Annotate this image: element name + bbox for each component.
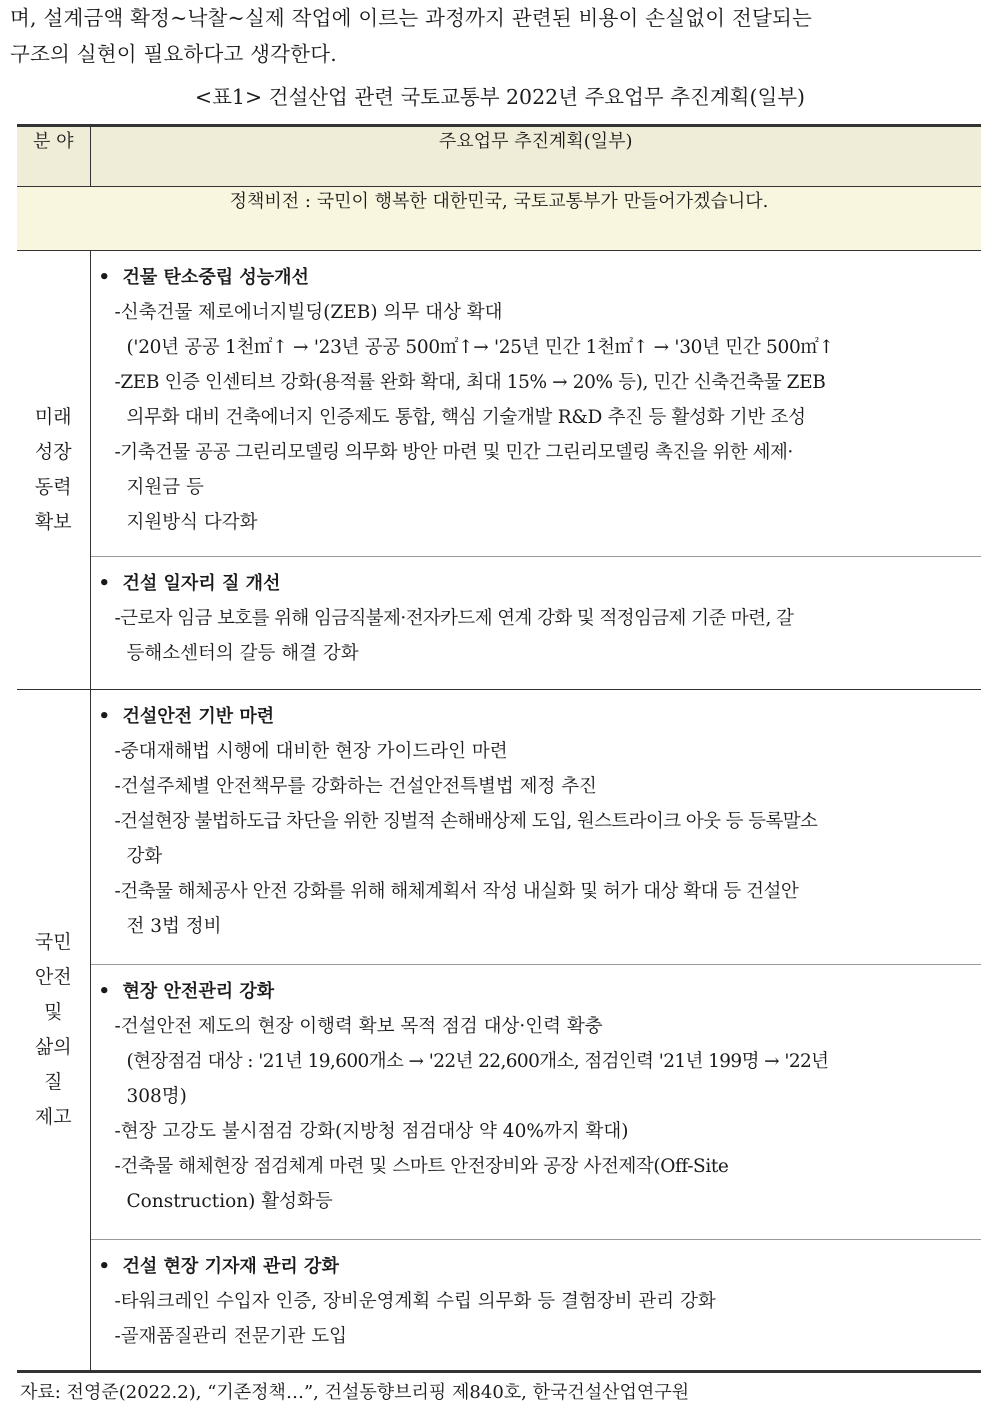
topic-line: -건축물 해체현장 점검체계 마련 및 스마트 안전장비와 공장 사전제작(Off-Site [114,1156,729,1177]
area-label: 및 [44,1001,63,1023]
topic-line: 전 3법 정비 [126,916,222,937]
table-row [17,965,981,1240]
topic-cell [90,690,981,965]
topic-line: 지원금 등 [126,477,204,498]
topic-line: -건설주체별 안전책무를 강화하는 건설안전특별법 제정 추진 [114,776,597,797]
topic-line: 지원방식 다각화 [126,512,258,533]
header-plan: 주요업무 추진계획(일부) [90,126,981,187]
topic-line: 강화 [126,846,163,867]
table-caption: <표1> 건설산업 관련 국토교통부 2022년 주요업무 추진계획(일부) [194,85,806,109]
topic-title: • 현장 안전관리 강화 [99,975,972,1009]
topic-cell [90,251,981,557]
topic-line: 의무화 대비 건축에너지 인증제도 통합, 핵심 기술개발 R&D 추진 등 활성화 기반 조성 [126,407,806,428]
table-row [17,557,981,690]
topic-title: • 건설안전 기반 마련 [99,700,972,734]
bullet-icon: • [98,267,111,288]
topic-line: -건설안전 제도의 현장 이행력 확보 목적 점검 대상·인력 확충 [114,1016,603,1037]
area-label: 질 [44,1071,63,1093]
topic-line: -현장 고강도 불시점검 강화(지방청 점검대상 약 40%까지 확대) [114,1121,629,1142]
bullet-icon: • [98,1256,111,1277]
topic-line: -건설현장 불법하도급 차단을 위한 징벌적 손해배상제 도입, 원스트라이크 아웃 등 등록말소 [114,811,818,832]
area-label: 제고 [34,1106,72,1128]
intro-line: 며, 설계금액 확정~낙찰~실제 작업에 이르는 과정까지 관련된 비용이 손실없이 전달되는 [10,6,813,30]
bullet-icon: • [98,573,111,594]
topic-line: -신축건물 제로에너지빌딩(ZEB) 의무 대상 확대 [114,302,503,323]
intro-paragraph [10,0,995,72]
vision-row [17,187,981,251]
header-area: 분 야 [17,126,90,187]
topic-title: • 건물 탄소중립 성능개선 [99,261,972,295]
area-label: 동력 [34,476,72,498]
topic-line: -근로자 임금 보호를 위해 임금직불제·전자카드제 연계 강화 및 적정임금제 기준 마련, 갈 [114,608,794,629]
topic-cell [90,965,981,1240]
area-label: 확보 [34,511,72,533]
policy-vision: 정책비전 : 국민이 행복한 대한민국, 국토교통부가 만들어가겠습니다. [17,187,981,251]
topic-cell [90,557,981,690]
topic-line: 등해소센터의 갈등 해결 강화 [126,643,359,664]
topic-line: -기축건물 공공 그린리모델링 의무화 방안 마련 및 민간 그린리모델링 촉진을 위한 세제· [114,442,793,463]
bullet-icon: • [98,981,111,1002]
topic-title: • 건설 현장 기자재 관리 강화 [99,1250,972,1284]
area-label: 국민 [34,931,72,953]
topic-line: ('20년 공공 1천㎡↑ → '23년 공공 500㎡↑→ '25년 민간 1천㎡↑ → '30년 민간 500㎡↑ [126,337,834,358]
table-row [17,690,981,965]
topic-line: (현장점검 대상 : '21년 19,600개소 → '22년 22,600개소, 점검인력 '21년 199명 → '22년 [126,1051,829,1072]
area-cell [17,690,90,1372]
topic-line: -중대재해법 시행에 대비한 현장 가이드라인 마련 [114,741,508,762]
area-label: 안전 [34,966,72,988]
topic-line: -ZEB 인증 인센티브 강화(용적률 완화 확대, 최대 15% → 20% 등), 민간 신축건축물 ZEB [114,372,826,393]
area-label: 삶의 [34,1036,72,1058]
topic-line: 308명) [126,1086,187,1107]
source-citation: 자료: 전영준(2022.2), “기존정책…”, 건설동향브리핑 제840호, 한국건설산업연구원 [20,1382,690,1403]
table-header-row [17,126,981,187]
area-label: 미래 [34,406,72,428]
bullet-icon: • [98,706,111,727]
topic-line: -건축물 해체공사 안전 강화를 위해 해체계획서 작성 내실화 및 허가 대상 확대 등 건설안 [114,881,799,902]
area-cell [17,251,90,690]
topic-line: Construction) 활성화등 [126,1191,333,1212]
topic-title: • 건설 일자리 질 개선 [99,567,972,601]
topic-line: -골재품질관리 전문기관 도입 [114,1326,347,1347]
intro-line: 구조의 실현이 필요하다고 생각한다. [10,42,337,66]
area-label: 성장 [34,441,72,463]
table-row [17,1240,981,1372]
topic-line: -타워크레인 수입자 인증, 장비운영계획 수립 의무화 등 결험장비 관리 강화 [114,1291,716,1312]
table-row [17,251,981,557]
plan-table [17,124,981,1373]
topic-cell [90,1240,981,1372]
